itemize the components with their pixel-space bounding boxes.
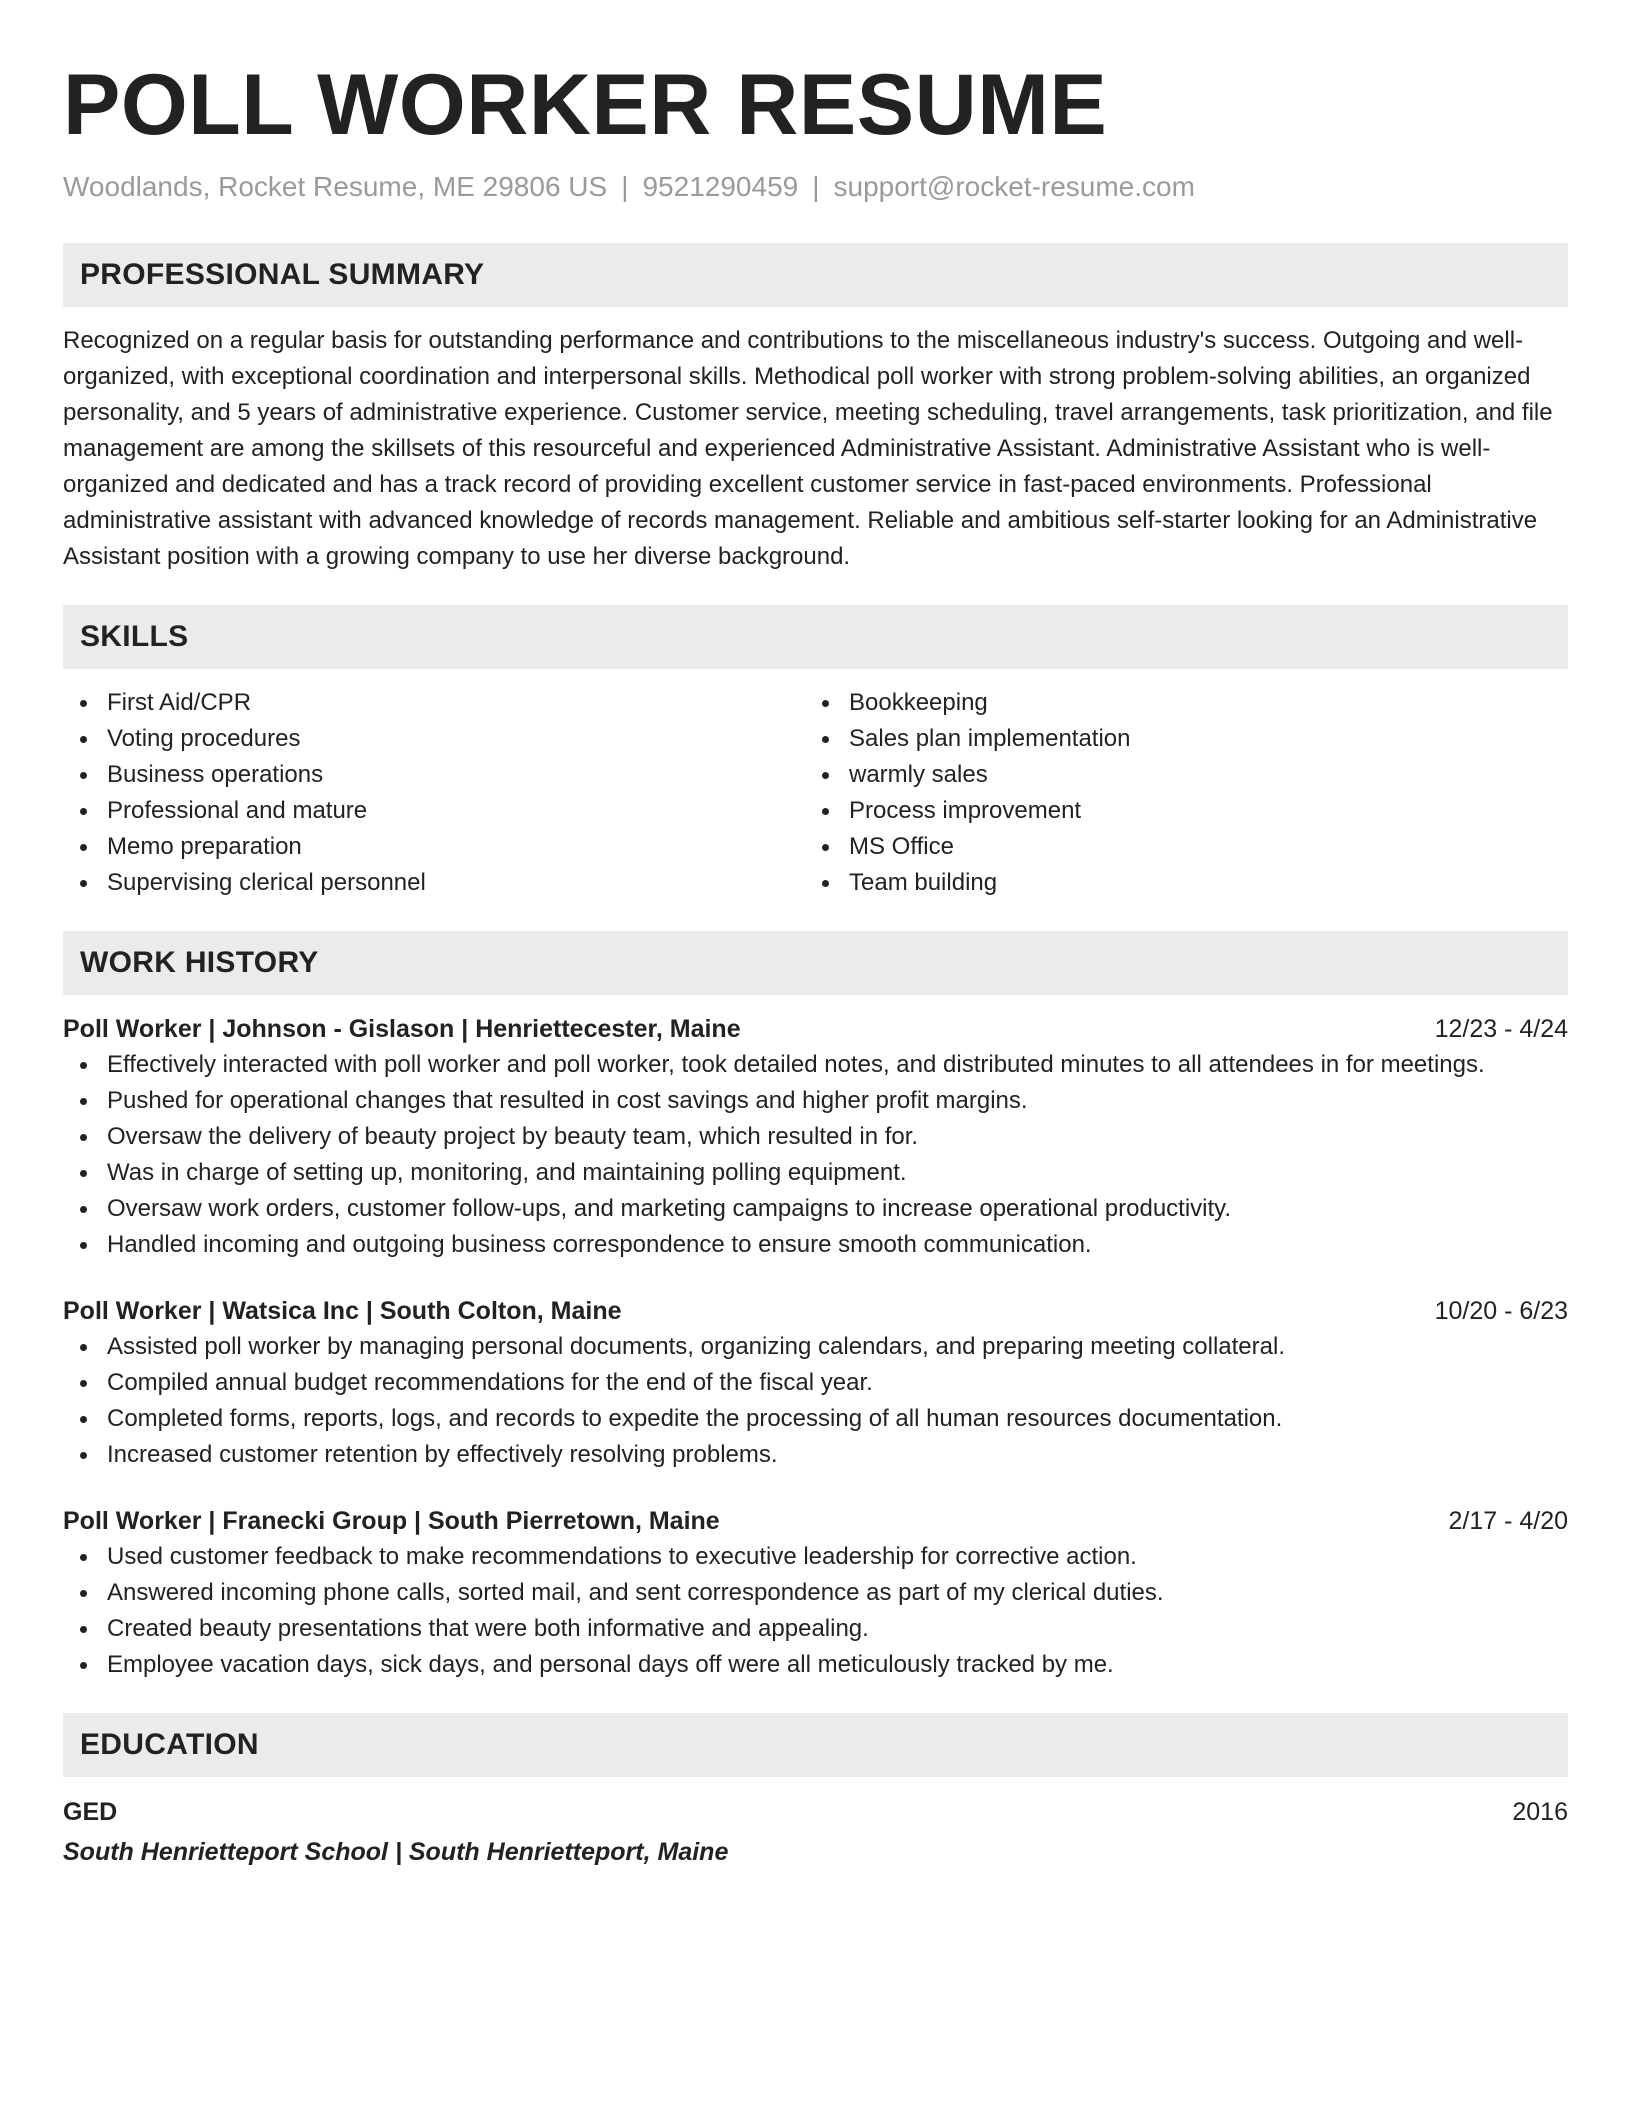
list-item: Completed forms, reports, logs, and records to expedite the processing of all human resources documentation.: [63, 1401, 1568, 1437]
job-header: [63, 1011, 1568, 1047]
list-item: Assisted poll worker by managing personal documents, organizing calendars, and preparing meeting collateral.: [63, 1329, 1568, 1365]
list-item: Oversaw the delivery of beauty project by beauty team, which resulted in for.: [63, 1119, 1568, 1155]
contact-address: Woodlands, Rocket Resume, ME 29806 US: [63, 171, 608, 202]
list-item: Compiled annual budget recommendations for the end of the fiscal year.: [63, 1365, 1568, 1401]
education-entry: [63, 1794, 1568, 1830]
list-item: MS Office: [805, 829, 1547, 865]
job-header: [63, 1293, 1568, 1329]
list-item: Business operations: [63, 757, 805, 793]
list-item: Oversaw work orders, customer follow-ups, and marketing campaigns to increase operational productivity.: [63, 1191, 1568, 1227]
list-item: Answered incoming phone calls, sorted mail, and sent correspondence as part of my clerical duties.: [63, 1575, 1568, 1611]
job-title: Poll Worker | Johnson - Gislason | Henriettecester, Maine: [63, 1015, 741, 1043]
list-item: Memo preparation: [63, 829, 805, 865]
list-item: Created beauty presentations that were both informative and appealing.: [63, 1611, 1568, 1647]
contact-phone: 9521290459: [642, 171, 799, 202]
list-item: Professional and mature: [63, 793, 805, 829]
education-year: 2016: [1512, 1798, 1568, 1826]
education-heading: EDUCATION: [63, 1713, 1568, 1777]
list-item: First Aid/CPR: [63, 685, 805, 721]
skills-column-right: [805, 685, 1547, 901]
job-bullets: [63, 1047, 1568, 1263]
job-header: [63, 1503, 1568, 1539]
list-item: Used customer feedback to make recommendations to executive leadership for corrective action.: [63, 1539, 1568, 1575]
list-item: Voting procedures: [63, 721, 805, 757]
skills-grid: [63, 685, 1568, 901]
list-item: Was in charge of setting up, monitoring, and maintaining polling equipment.: [63, 1155, 1568, 1191]
job-entry: [63, 1011, 1568, 1263]
job-bullets: [63, 1329, 1568, 1473]
job-title: Poll Worker | Watsica Inc | South Colton, Maine: [63, 1297, 622, 1325]
list-item: Bookkeeping: [805, 685, 1547, 721]
resume-page: [63, 55, 1568, 1870]
contact-separator: |: [812, 171, 820, 202]
job-entry: [63, 1503, 1568, 1683]
list-item: Team building: [805, 865, 1547, 901]
contact-separator: |: [621, 171, 629, 202]
contact-email: support@rocket-resume.com: [833, 171, 1195, 202]
list-item: Process improvement: [805, 793, 1547, 829]
list-item: Increased customer retention by effectively resolving problems.: [63, 1437, 1568, 1473]
list-item: warmly sales: [805, 757, 1547, 793]
list-item: Pushed for operational changes that resulted in cost savings and higher profit margins.: [63, 1083, 1568, 1119]
work-heading: WORK HISTORY: [63, 931, 1568, 995]
list-item: Handled incoming and outgoing business correspondence to ensure smooth communication.: [63, 1227, 1568, 1263]
list-item: Employee vacation days, sick days, and personal days off were all meticulously tracked by me.: [63, 1647, 1568, 1683]
resume-title: POLL WORKER RESUME: [63, 57, 1108, 153]
education-school: South Henrietteport School | South Henrietteport, Maine: [63, 1838, 729, 1866]
summary-text: Recognized on a regular basis for outstanding performance and contributions to the miscellaneous industry's success. Outgoing and well-organized, with exceptional coordination and interpersonal skills. Methodical poll worker with strong problem-solving abilities, an organized personality, and 5 years of administrative experience. Customer service, meeting scheduling, travel arrangements, task prioritization, and file management are among the skillsets of this resourceful and experienced Administrative Assistant. Administrative Assistant who is well-organized and dedicated and has a track record of providing excellent customer service in fast-paced environments. Professional administrative assistant with advanced knowledge of records management. Reliable and ambitious self-starter looking for an Administrative Assistant position with a growing company to use her diverse background.: [63, 327, 1553, 570]
skills-column-left: [63, 685, 805, 901]
list-item: Supervising clerical personnel: [63, 865, 805, 901]
job-dates: 12/23 - 4/24: [1434, 1015, 1568, 1043]
education-degree: GED: [63, 1798, 118, 1826]
work-history-list: [63, 1011, 1568, 1683]
job-entry: [63, 1293, 1568, 1473]
list-item: Sales plan implementation: [805, 721, 1547, 757]
list-item: Effectively interacted with poll worker and poll worker, took detailed notes, and distributed minutes to all attendees in for meetings.: [63, 1047, 1568, 1083]
job-bullets: [63, 1539, 1568, 1683]
summary-heading: PROFESSIONAL SUMMARY: [63, 243, 1568, 307]
contact-line: [63, 169, 1568, 205]
skills-heading: SKILLS: [63, 605, 1568, 669]
job-dates: 10/20 - 6/23: [1434, 1297, 1568, 1325]
job-title: Poll Worker | Franecki Group | South Pierretown, Maine: [63, 1507, 720, 1535]
job-dates: 2/17 - 4/20: [1448, 1507, 1568, 1535]
